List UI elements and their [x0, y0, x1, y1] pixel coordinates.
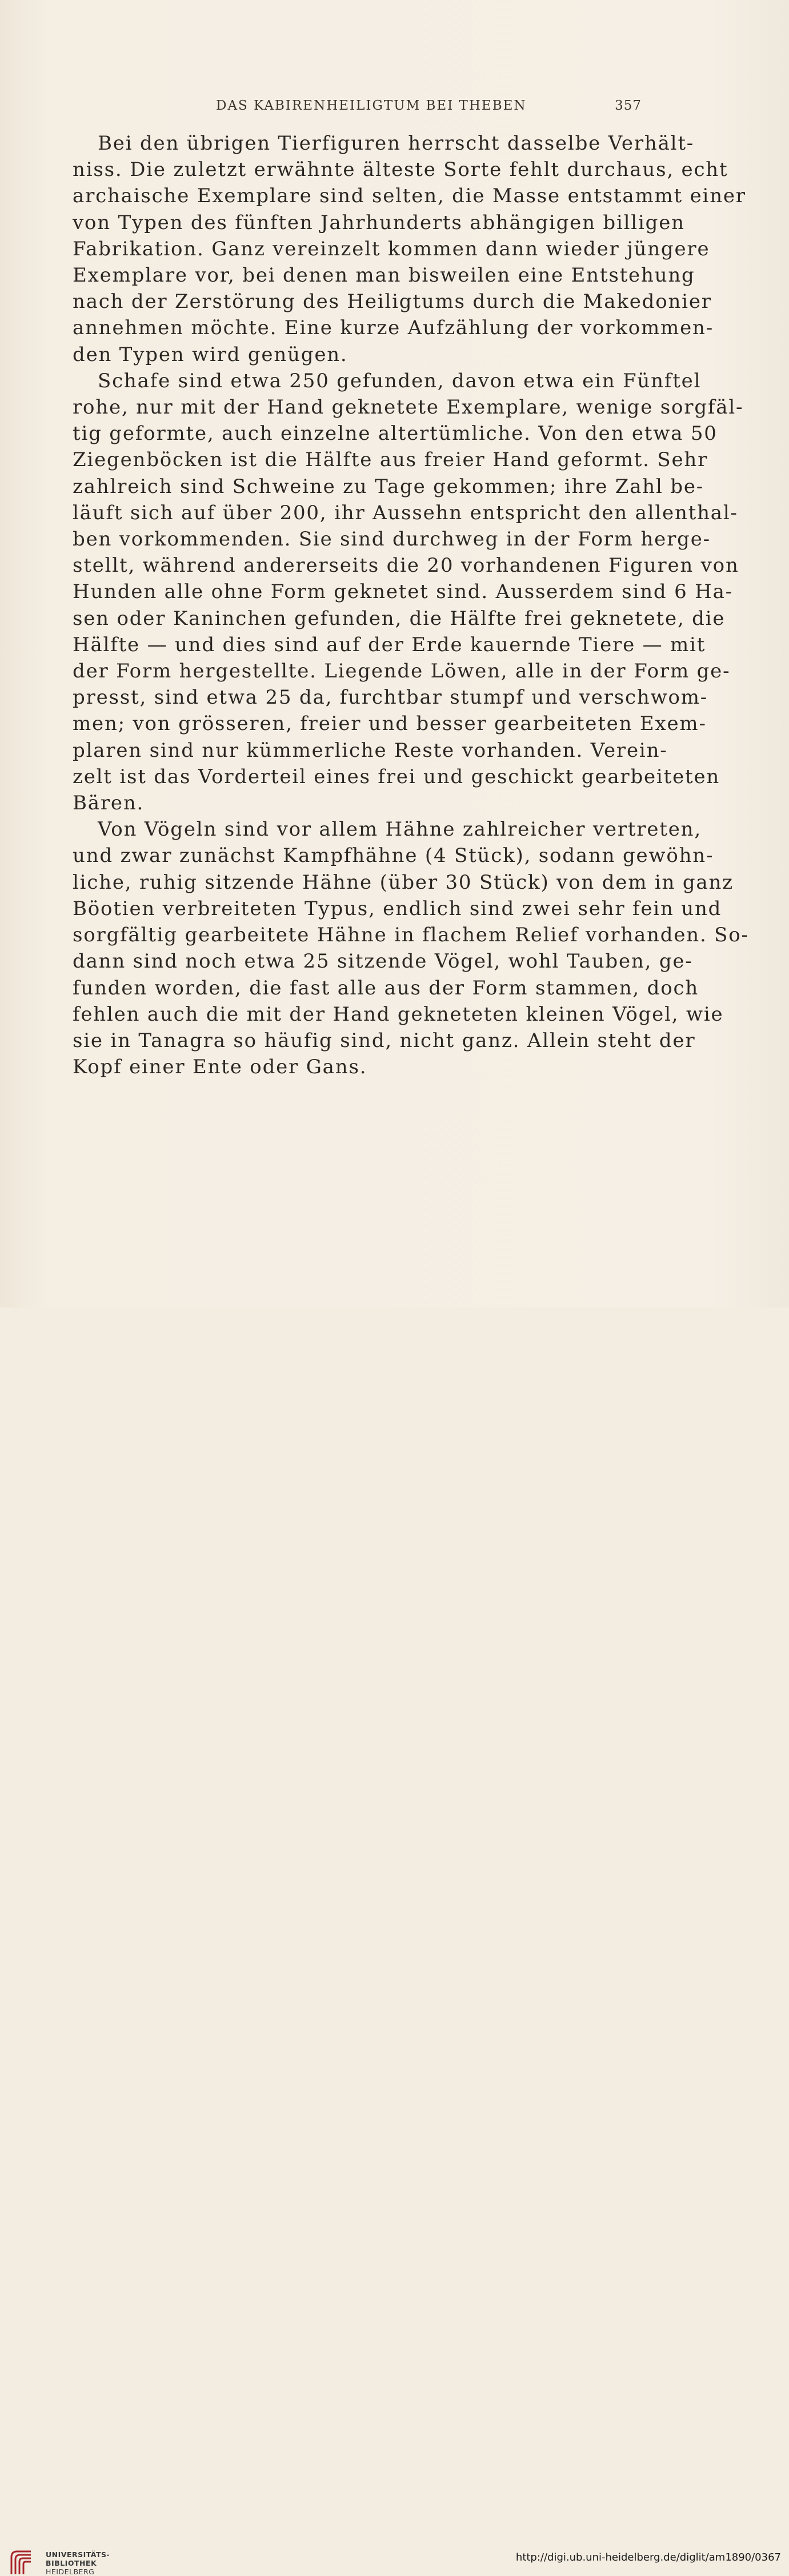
text-line: rohe, nur mit der Hand geknetete Exemplare, wenige sorgfäl- [73, 396, 744, 419]
text-line: men; von grösseren, freier und besser gearbeiteten Exem- [73, 712, 707, 736]
text-line: sen oder Kaninchen gefunden, die Hälfte frei geknetete, die [73, 607, 726, 630]
text-line: sorgfältig gearbeitete Hähne in flachem Relief vorhanden. So- [73, 924, 749, 947]
text-line: funden worden, die fast alle aus der Form stammen, doch [73, 976, 699, 1000]
text-line: und zwar zunächst Kampfhähne (4 Stück), sodann gewöhn- [73, 844, 714, 868]
text-line: nach der Zerstörung des Heiligtums durch die Makedonier [73, 290, 712, 314]
text-line: fehlen auch die mit der Hand gekneteten kleinen Vögel, wie [73, 1002, 724, 1026]
running-header [216, 98, 642, 113]
text-line: von Typen des fünften Jahrhunderts abhängigen billigen [73, 211, 685, 234]
paragraph-3 [73, 816, 749, 1080]
text-line: sie in Tanagra so häufig sind, nicht ganz. Allein steht der [73, 1029, 696, 1052]
text-line: liche, ruhig sitzende Hähne (über 30 Stück) von dem in ganz [73, 870, 734, 894]
text-line: Kopf einer Ente oder Gans. [73, 1056, 367, 1079]
library-name [46, 2550, 110, 2576]
library-line: UNIVERSITÄTS- [46, 2550, 110, 2559]
text-line: Hälfte — und dies sind auf der Erde kauernde Tiere — mit [73, 633, 706, 656]
text-line: läuft sich auf über 200, ihr Aussehn entspricht den allenthal- [73, 501, 738, 524]
text-line: ben vorkommenden. Sie sind durchweg in der Form herge- [73, 528, 711, 551]
text-line: stellt, während andererseits die 20 vorhandenen Figuren von [73, 554, 739, 577]
text-line: zahlreich sind Schweine zu Tage gekommen; ihre Zahl be- [73, 475, 704, 498]
paragraph-1 [73, 130, 746, 368]
text-line: archaische Exemplare sind selten, die Masse entstammt einer [73, 184, 746, 208]
library-logo-icon [8, 2549, 38, 2575]
library-line: HEIDELBERG [46, 2567, 95, 2576]
text-line: niss. Die zuletzt erwähnte älteste Sorte fehlt durchaus, echt [73, 158, 728, 182]
text-line: Bei den übrigen Tierfiguren herrscht dasselbe Verhält- [98, 132, 695, 155]
page-number: 357 [615, 98, 642, 113]
body-text [73, 130, 749, 1080]
text-line: dann sind noch etwa 25 sitzende Vögel, wohl Tauben, ge- [73, 950, 693, 973]
text-line: annehmen möchte. Eine kurze Aufzählung der vorkommen- [73, 316, 714, 340]
library-line: BIBLIOTHEK [46, 2559, 97, 2567]
text-line: Exemplare vor, bei denen man bisweilen eine Entstehung [73, 264, 695, 287]
text-line: presst, sind etwa 25 da, furchtbar stumpf und verschwom- [73, 686, 708, 709]
paragraph-2 [73, 368, 744, 816]
text-line: plaren sind nur kümmerliche Reste vorhanden. Verein- [73, 739, 668, 762]
text-line: Ziegenböcken ist die Hälfte aus freier Hand geformt. Sehr [73, 448, 708, 472]
text-line: Bären. [73, 792, 145, 815]
text-line: den Typen wird genügen. [73, 343, 348, 366]
text-line: Schafe sind etwa 250 gefunden, davon etwa ein Fünftel [98, 369, 702, 392]
source-url-link[interactable]: http://digi.ub.uni-heidelberg.de/diglit/am1890/0367 [515, 2551, 781, 2563]
text-line: zelt ist das Vorderteil eines frei und geschickt gearbeiteten [73, 765, 720, 788]
text-line: tig geformte, auch einzelne altertümliche. Von den etwa 50 [73, 422, 718, 446]
text-line: der Form hergestellte. Liegende Löwen, alle in der Form ge- [73, 660, 731, 683]
text-line: Hunden alle ohne Form geknetet sind. Ausserdem sind 6 Ha- [73, 580, 733, 604]
text-line: Böotien verbreiteten Typus, endlich sind zwei sehr fein und [73, 897, 722, 920]
running-title: DAS KABIRENHEILIGTUM BEI THEBEN [216, 98, 527, 113]
text-line: Fabrikation. Ganz vereinzelt kommen dann wieder jüngere [73, 237, 710, 260]
footer [0, 1271, 789, 2576]
text-line: Von Vögeln sind vor allem Hähne zahlreicher vertreten, [98, 818, 702, 841]
